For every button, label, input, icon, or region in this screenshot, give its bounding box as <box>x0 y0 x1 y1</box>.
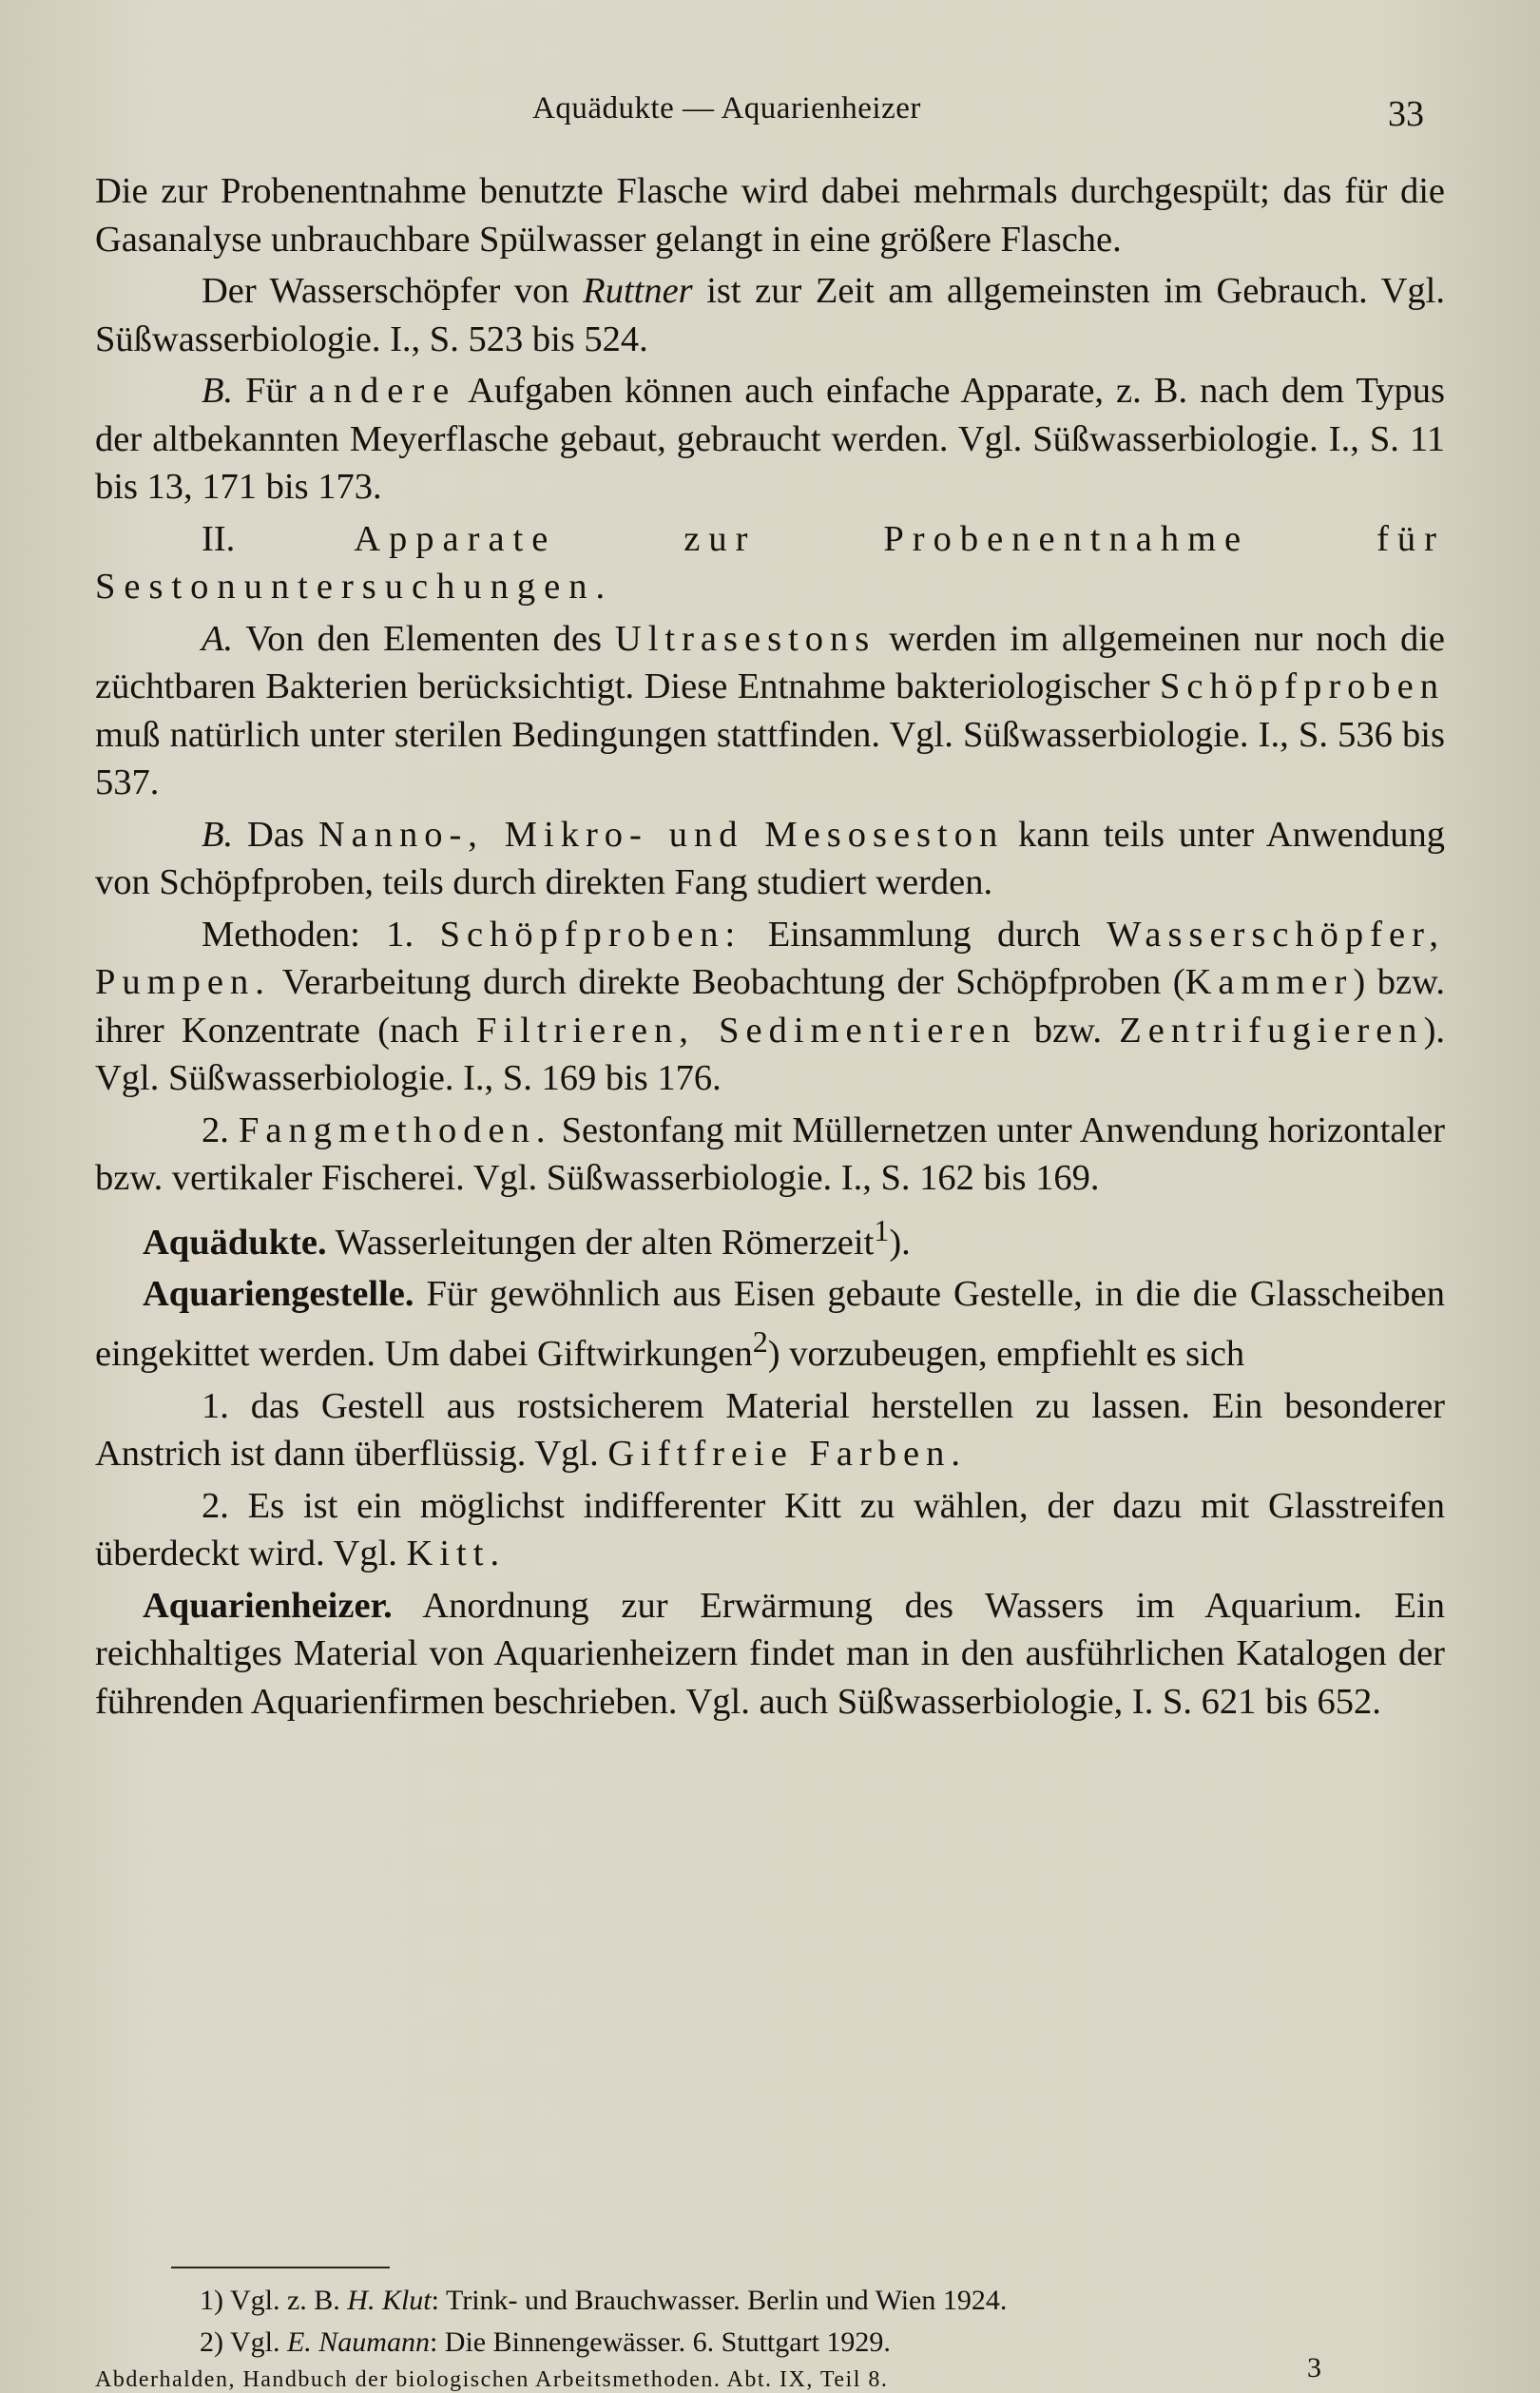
entry-heading: Aquädukte. <box>143 1222 327 1263</box>
running-head-title: Aquädukte — Aquarienheizer <box>532 91 921 125</box>
paragraph-a-ultraseston: A. Von den Elementen des Ultrasestons werden im allgemeinen nur noch die züchtbaren Bakterien berücksichtigt. Diese Entnahme bakteriologischer Schöpfproben muß natürlich unter sterilen Bedingungen stattfinden. Vgl. Süßwasserbiologie. I., S. 536 bis 537. <box>95 618 1445 802</box>
spaced-andere: andere <box>308 371 458 411</box>
footnote-2: 2) Vgl. E. Naumann: Die Binnengewässer. 6. Stuttgart 1929. <box>200 2326 891 2358</box>
entry-heading: Aquariengestelle. <box>143 1273 414 1314</box>
entry-aquariengestelle: Aquariengestelle. Für gewöhnlich aus Eisen gebaute Gestelle, in die die Glasscheiben eingekittet werden. Um dabei Giftwirkungen$^2$) vorzubeugen, empfiehlt es sich <box>95 1273 1445 1375</box>
signature-text: Abderhalden, Handbuch der biologischen Arbeitsmethoden. Abt. IX, Teil 8. <box>95 2367 889 2392</box>
paragraph-fangmethoden: 2. Fangmethoden. Sestonfang mit Müllernetzen unter Anwendung horizontaler bzw. vertikaler Fischerei. Vgl. Süßwasserbiologie. I., S. 162 bis 169. <box>95 1110 1445 1198</box>
body-text <box>95 167 1445 1729</box>
running-head <box>95 91 1445 139</box>
entry-heading: Aquarienheizer. <box>143 1585 393 1626</box>
paragraph-b-andere: B. Für andere Aufgaben können auch einfache Apparate, z. B. nach dem Typus der altbekannten Meyerflasche gebaut, gebraucht werden. Vgl. Süßwasserbiologie. I., S. 11 bis 13, 171 bis 173. <box>95 371 1445 507</box>
footnote-ref-1: 1 <box>874 1212 890 1247</box>
paragraph-gestell: 1. das Gestell aus rostsicherem Material herstellen zu lassen. Ein besonderer Anstrich ist dann überflüssig. Vgl. Giftfreie Farben. <box>95 1385 1445 1475</box>
sheet-number: 3 <box>1307 2352 1321 2383</box>
entry-aquaedukte: Aquädukte. Wasserleitungen der alten Römerzeit$^1$). <box>143 1212 911 1263</box>
paragraph-flasche: Die zur Probenentnahme benutzte Flasche wird dabei mehrmals durchgespült; das für die Gasanalyse unbrauchbare Spülwasser gelangt in eine größere Flasche. <box>95 171 1445 260</box>
entry-aquarienheizer: Aquarienheizer. Anordnung zur Erwärmung des Wassers im Aquarium. Ein reichhaltiges Material von Aquarienheizern findet man in den ausführlichen Katalogen der führenden Aquarienfirmen beschrieben. Vgl. auch Süßwasserbiologie, I. S. 621 bis 652. <box>95 1585 1445 1722</box>
paragraph-kitt: 2. Es ist ein möglichst indifferenter Kitt zu wählen, der dazu mit Glasstreifen überdeckt wird. Vgl. Kitt. <box>95 1485 1445 1574</box>
footnote-ref-2: 2 <box>752 1324 768 1360</box>
footnote-rule <box>171 2267 390 2268</box>
paragraph-wasserschoepfer: Der Wasserschöpfer von Ruttner ist zur Zeit am allgemeinsten im Gebrauch. Vgl. Süßwasserbiologie. I., S. 523 bis 524. <box>95 271 1445 359</box>
section-heading-ii: II. Apparate zur Probenentnahme für Sestonuntersuchungen. <box>95 518 1445 607</box>
footnote-1: 1) Vgl. z. B. H. Klut: Trink- und Brauchwasser. Berlin und Wien 1924. <box>200 2285 1008 2316</box>
footnotes <box>200 2280 1530 2364</box>
author-ruttner: Ruttner <box>583 271 693 311</box>
signature-line <box>95 2352 1445 2393</box>
paragraph-b-seston: B. Das Nanno-, Mikro- und Mesoseston kann teils unter Anwendung von Schöpfproben, teils durch direkten Fang studiert werden. <box>95 814 1445 902</box>
page-number: 33 <box>1388 94 1424 134</box>
paragraph-methoden: Methoden: 1. Schöpfproben: Einsammlung durch Wasserschöpfer, Pumpen. Verarbeitung durch direkte Beobachtung der Schöpfproben (Kammer) bzw. ihrer Konzentrate (nach Filtrieren, Sedimentieren bzw. Zentrifugieren). Vgl. Süßwasserbiologie. I., S. 169 bis 176. <box>95 914 1446 1098</box>
spaced-heading: Apparate zur Probenentnahme für Sestonuntersuchungen. <box>95 518 1445 607</box>
